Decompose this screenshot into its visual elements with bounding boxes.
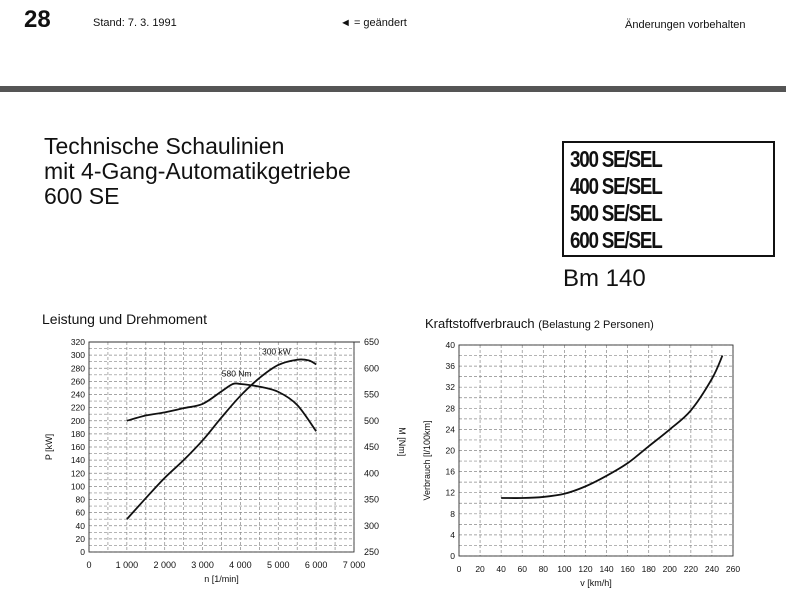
y-tick-label: 40 (75, 520, 85, 531)
page-number: 28 (24, 6, 51, 33)
series-code: Bm 140 (563, 265, 646, 292)
x-tick-label: 4 000 (229, 560, 252, 570)
y-tick-label: 32 (445, 382, 455, 393)
x-tick-label: 20 (475, 564, 485, 574)
y-tick-label: 0 (80, 547, 85, 557)
title-line-1: Technische Schaulinien (44, 133, 285, 159)
y-tick-label: 40 (445, 340, 455, 350)
y-tick-label: 300 (70, 350, 85, 361)
x-tick-label: 0 (86, 560, 92, 570)
stand-date: Stand: 7. 3. 1991 (93, 17, 177, 29)
power-peak-label: 300 kW (261, 346, 291, 357)
y-tick-label: 4 (450, 529, 455, 540)
y2-tick-label: 350 (364, 494, 380, 505)
x-tick-label: 100 (557, 564, 572, 574)
y-tick-label: 180 (70, 428, 85, 439)
y-tick-label: 260 (70, 376, 85, 387)
x-tick-label: 40 (496, 564, 506, 574)
x-tick-label: 220 (683, 564, 698, 574)
changed-legend: ◄ = geändert (340, 17, 407, 29)
y-tick-label: 160 (70, 442, 85, 452)
x-tick-label: 240 (704, 564, 720, 574)
x-tick-label: 160 (620, 564, 635, 574)
y-tick-label: 200 (70, 415, 85, 426)
power-torque-chart (0, 330, 407, 592)
chart-subtitle-fuel: (Belastung 2 Personen) (538, 319, 654, 331)
y-tick-label: 100 (70, 481, 85, 492)
y-axis-label: P [kW] (44, 433, 54, 461)
y-tick-label: 220 (70, 402, 85, 413)
title-line-2: mit 4-Gang-Automatikgetriebe (44, 158, 351, 184)
y-tick-label: 240 (70, 389, 85, 400)
x-tick-label: 60 (517, 564, 527, 574)
chart-title-power: Leistung und Drehmoment (42, 311, 207, 327)
y2-tick-label: 450 (364, 442, 380, 452)
y-tick-label: 0 (450, 551, 455, 561)
y2-tick-label: 500 (364, 415, 380, 426)
y2-tick-label: 300 (364, 520, 380, 531)
x-tick-label: 5 000 (267, 560, 290, 570)
y-tick-label: 28 (445, 403, 455, 414)
x-tick-label: 1 000 (115, 560, 139, 570)
y-tick-label: 280 (70, 363, 85, 374)
y-tick-label: 20 (75, 533, 85, 544)
y-tick-label: 20 (445, 445, 455, 456)
x-tick-label: 140 (599, 564, 614, 574)
model-item: 400 SE/SEL (570, 173, 662, 199)
y-tick-label: 12 (445, 487, 455, 498)
model-list-box (562, 141, 775, 257)
y2-tick-label: 250 (364, 547, 380, 557)
model-item: 300 SE/SEL (570, 146, 662, 172)
x-axis-label: v [km/h] (580, 578, 612, 588)
reserved-note: Änderungen vorbehalten (625, 19, 746, 31)
x-tick-label: 6 000 (304, 560, 328, 570)
model-item: 500 SE/SEL (570, 200, 662, 226)
title-line-3: 600 SE (44, 183, 120, 209)
x-tick-label: 0 (456, 564, 462, 574)
y2-axis-label: M [Nm] (397, 427, 407, 457)
fuel-consumption-chart (400, 330, 786, 592)
header-rule (0, 86, 786, 92)
y-tick-label: 120 (70, 468, 85, 479)
y2-tick-label: 550 (364, 389, 380, 400)
x-axis-label: n [1/min] (204, 574, 239, 584)
y-tick-label: 36 (445, 361, 455, 372)
y-axis-label: Verbrauch [l/100km] (422, 420, 432, 501)
torque-peak-label: 580 Nm (221, 368, 252, 379)
x-tick-label: 260 (725, 564, 741, 574)
x-tick-label: 180 (641, 564, 656, 574)
chart-title-fuel-main: Kraftstoffverbrauch (425, 316, 535, 331)
y-tick-label: 320 (70, 337, 85, 347)
model-item: 600 SE/SEL (570, 227, 662, 253)
x-tick-label: 200 (662, 564, 677, 574)
y-tick-label: 24 (445, 424, 455, 435)
x-tick-label: 2 000 (153, 560, 176, 570)
y-tick-label: 140 (70, 455, 85, 466)
x-tick-label: 7 000 (342, 560, 366, 570)
y-tick-label: 80 (75, 494, 85, 505)
chart-title-fuel (425, 316, 654, 331)
y2-tick-label: 650 (364, 337, 380, 347)
y2-tick-label: 400 (364, 468, 380, 479)
page-title (44, 134, 351, 209)
y-tick-label: 16 (445, 466, 455, 477)
y-tick-label: 8 (450, 508, 455, 519)
x-tick-label: 120 (578, 564, 593, 574)
y2-tick-label: 600 (364, 363, 380, 374)
y-tick-label: 60 (75, 507, 85, 518)
x-tick-label: 80 (538, 564, 549, 574)
x-tick-label: 3 000 (191, 560, 214, 570)
